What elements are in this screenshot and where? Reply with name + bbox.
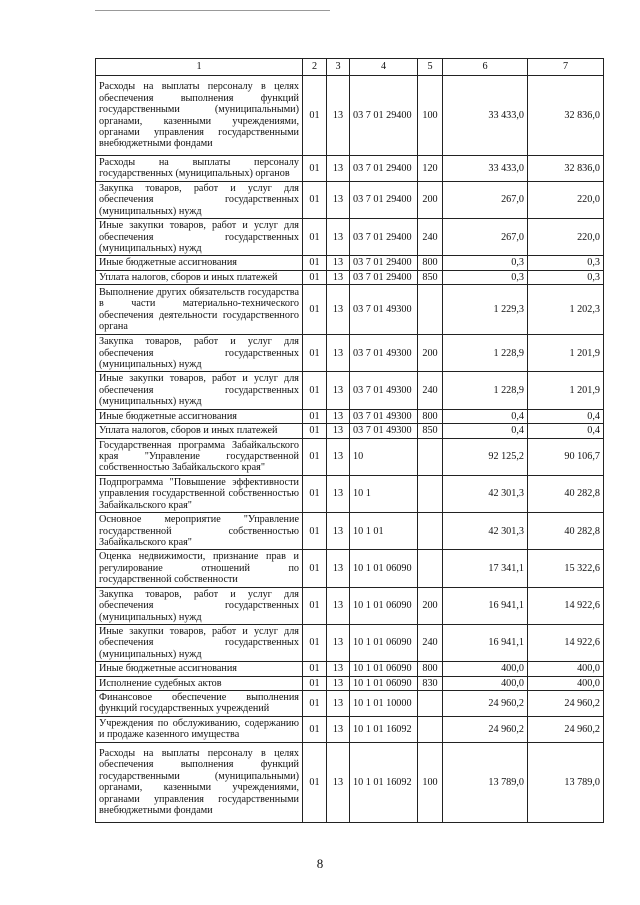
row-expense-type: 850 [418, 270, 443, 284]
table-row [96, 219, 604, 256]
table-row [96, 475, 604, 512]
row-name: Уплата налогов, сборов и иных платежей [96, 270, 303, 284]
row-name: Закупка товаров, работ и услуг для обеспечения государственных (муниципальных) нужд [96, 181, 303, 218]
row-section: 01 [303, 691, 327, 717]
row-sum-col6: 267,0 [443, 181, 528, 218]
table-row [96, 156, 604, 182]
row-section: 01 [303, 270, 327, 284]
row-name: Иные закупки товаров, работ и услуг для обеспечения государственных (муниципальных) нужд [96, 219, 303, 256]
row-target-article: 10 1 01 16092 [350, 716, 418, 742]
row-sum-col7: 220,0 [528, 181, 604, 218]
row-target-article: 03 7 01 49300 [350, 424, 418, 438]
row-expense-type [418, 285, 443, 335]
row-target-article: 03 7 01 29400 [350, 256, 418, 270]
row-sum-col7: 90 106,7 [528, 438, 604, 475]
row-sum-col7: 0,4 [528, 424, 604, 438]
table-row [96, 513, 604, 550]
row-expense-type: 200 [418, 335, 443, 372]
row-expense-type: 800 [418, 256, 443, 270]
row-target-article: 10 1 01 [350, 513, 418, 550]
row-subsection: 13 [327, 335, 350, 372]
row-expense-type: 240 [418, 624, 443, 661]
row-target-article: 03 7 01 29400 [350, 270, 418, 284]
table-row [96, 676, 604, 690]
row-target-article: 03 7 01 29400 [350, 181, 418, 218]
row-section: 01 [303, 662, 327, 676]
row-sum-col6: 13 789,0 [443, 742, 528, 822]
row-subsection: 13 [327, 156, 350, 182]
row-subsection: 13 [327, 676, 350, 690]
row-section: 01 [303, 424, 327, 438]
table-row [96, 587, 604, 624]
row-sum-col6: 1 229,3 [443, 285, 528, 335]
row-sum-col7: 400,0 [528, 676, 604, 690]
row-name: Финансовое обеспечение выполнения функций государственных учреждений [96, 691, 303, 717]
row-expense-type [418, 691, 443, 717]
row-name: Государственная программа Забайкальского края "Управление государственной собственностью Забайкальского края" [96, 438, 303, 475]
row-target-article: 10 [350, 438, 418, 475]
row-sum-col6: 0,3 [443, 270, 528, 284]
row-subsection: 13 [327, 219, 350, 256]
row-subsection: 13 [327, 181, 350, 218]
row-sum-col7: 0,4 [528, 409, 604, 423]
row-subsection: 13 [327, 513, 350, 550]
row-expense-type [418, 550, 443, 587]
row-sum-col7: 40 282,8 [528, 475, 604, 512]
row-section: 01 [303, 285, 327, 335]
row-target-article: 10 1 01 06090 [350, 587, 418, 624]
budget-table [95, 58, 604, 823]
row-name: Иные закупки товаров, работ и услуг для обеспечения государственных (муниципальных) нужд [96, 372, 303, 409]
header-col-2: 2 [303, 59, 327, 76]
row-section: 01 [303, 438, 327, 475]
header-col-5: 5 [418, 59, 443, 76]
row-sum-col6: 0,4 [443, 424, 528, 438]
row-target-article: 10 1 01 16092 [350, 742, 418, 822]
row-sum-col6: 16 941,1 [443, 624, 528, 661]
row-expense-type [418, 475, 443, 512]
row-sum-col7: 1 202,3 [528, 285, 604, 335]
row-name: Выполнение других обязательств государства в части материально-технического обеспечения деятельности государственного органа [96, 285, 303, 335]
table-row [96, 662, 604, 676]
row-name: Учреждения по обслуживанию, содержанию и продаже казенного имущества [96, 716, 303, 742]
table-row [96, 372, 604, 409]
row-sum-col7: 1 201,9 [528, 335, 604, 372]
table-row [96, 76, 604, 156]
row-sum-col7: 400,0 [528, 662, 604, 676]
row-expense-type: 120 [418, 156, 443, 182]
page-number: 8 [316, 856, 324, 871]
row-section: 01 [303, 475, 327, 512]
row-target-article: 10 1 01 06090 [350, 676, 418, 690]
row-section: 01 [303, 587, 327, 624]
table-row [96, 424, 604, 438]
row-subsection: 13 [327, 550, 350, 587]
row-section: 01 [303, 513, 327, 550]
row-target-article: 10 1 01 06090 [350, 550, 418, 587]
row-expense-type: 100 [418, 742, 443, 822]
row-sum-col7: 1 201,9 [528, 372, 604, 409]
row-name: Закупка товаров, работ и услуг для обеспечения государственных (муниципальных) нужд [96, 335, 303, 372]
row-sum-col7: 14 922,6 [528, 587, 604, 624]
row-sum-col7: 0,3 [528, 270, 604, 284]
row-section: 01 [303, 156, 327, 182]
header-col-7: 7 [528, 59, 604, 76]
row-expense-type: 200 [418, 587, 443, 624]
row-sum-col6: 33 433,0 [443, 76, 528, 156]
header-col-6: 6 [443, 59, 528, 76]
row-name: Основное мероприятие "Управление государственной собственностью Забайкальского края" [96, 513, 303, 550]
row-subsection: 13 [327, 409, 350, 423]
row-sum-col6: 92 125,2 [443, 438, 528, 475]
row-sum-col7: 24 960,2 [528, 691, 604, 717]
table-row [96, 256, 604, 270]
header-row [96, 59, 604, 76]
table-row [96, 335, 604, 372]
row-target-article: 10 1 01 10000 [350, 691, 418, 717]
header-col-1: 1 [96, 59, 303, 76]
row-subsection: 13 [327, 587, 350, 624]
row-sum-col6: 1 228,9 [443, 335, 528, 372]
row-name: Иные бюджетные ассигнования [96, 256, 303, 270]
row-name: Расходы на выплаты персоналу государственных (муниципальных) органов [96, 156, 303, 182]
table-row [96, 742, 604, 822]
row-target-article: 03 7 01 49300 [350, 409, 418, 423]
table-row [96, 691, 604, 717]
row-sum-col7: 220,0 [528, 219, 604, 256]
row-section: 01 [303, 256, 327, 270]
row-sum-col6: 0,3 [443, 256, 528, 270]
row-target-article: 10 1 [350, 475, 418, 512]
row-section: 01 [303, 335, 327, 372]
row-expense-type: 850 [418, 424, 443, 438]
row-section: 01 [303, 624, 327, 661]
row-section: 01 [303, 372, 327, 409]
row-sum-col7: 32 836,0 [528, 76, 604, 156]
row-section: 01 [303, 550, 327, 587]
table-row [96, 550, 604, 587]
header-col-3: 3 [327, 59, 350, 76]
row-sum-col6: 24 960,2 [443, 716, 528, 742]
row-sum-col7: 13 789,0 [528, 742, 604, 822]
row-sum-col6: 42 301,3 [443, 475, 528, 512]
row-section: 01 [303, 219, 327, 256]
table-row [96, 270, 604, 284]
row-subsection: 13 [327, 742, 350, 822]
row-sum-col6: 33 433,0 [443, 156, 528, 182]
row-subsection: 13 [327, 475, 350, 512]
row-name: Иные бюджетные ассигнования [96, 662, 303, 676]
row-section: 01 [303, 716, 327, 742]
row-target-article: 03 7 01 49300 [350, 285, 418, 335]
row-target-article: 03 7 01 49300 [350, 335, 418, 372]
top-rule [95, 10, 330, 11]
table-row [96, 716, 604, 742]
row-subsection: 13 [327, 372, 350, 409]
row-name: Иные бюджетные ассигнования [96, 409, 303, 423]
row-sum-col6: 1 228,9 [443, 372, 528, 409]
row-section: 01 [303, 181, 327, 218]
table-row [96, 409, 604, 423]
row-section: 01 [303, 409, 327, 423]
row-sum-col7: 24 960,2 [528, 716, 604, 742]
row-sum-col7: 15 322,6 [528, 550, 604, 587]
row-name: Расходы на выплаты персоналу в целях обеспечения выполнения функций государственными (муниципальными) органами, казенными учреждениями, органами управления государственными внебюджетными фондами [96, 76, 303, 156]
row-target-article: 03 7 01 49300 [350, 372, 418, 409]
row-subsection: 13 [327, 624, 350, 661]
row-target-article: 03 7 01 29400 [350, 219, 418, 256]
table-row [96, 624, 604, 661]
row-name: Закупка товаров, работ и услуг для обеспечения государственных (муниципальных) нужд [96, 587, 303, 624]
row-expense-type: 800 [418, 662, 443, 676]
row-name: Оценка недвижимости, признание прав и регулирование отношений по государственной собственности [96, 550, 303, 587]
row-subsection: 13 [327, 76, 350, 156]
row-target-article: 10 1 01 06090 [350, 624, 418, 661]
row-subsection: 13 [327, 662, 350, 676]
row-sum-col6: 267,0 [443, 219, 528, 256]
row-target-article: 03 7 01 29400 [350, 76, 418, 156]
row-section: 01 [303, 76, 327, 156]
row-sum-col7: 32 836,0 [528, 156, 604, 182]
row-subsection: 13 [327, 691, 350, 717]
row-name: Расходы на выплаты персоналу в целях обеспечения выполнения функций государственными (муниципальными) органами, казенными учреждениями, органами управления государственными внебюджетными фондами [96, 742, 303, 822]
row-sum-col6: 24 960,2 [443, 691, 528, 717]
row-name: Уплата налогов, сборов и иных платежей [96, 424, 303, 438]
row-sum-col6: 400,0 [443, 662, 528, 676]
row-name: Подпрограмма "Повышение эффективности управления государственной собственностью Забайкальского края" [96, 475, 303, 512]
row-subsection: 13 [327, 256, 350, 270]
table-row [96, 285, 604, 335]
table-row [96, 438, 604, 475]
row-sum-col6: 400,0 [443, 676, 528, 690]
row-target-article: 03 7 01 29400 [350, 156, 418, 182]
row-subsection: 13 [327, 285, 350, 335]
row-subsection: 13 [327, 424, 350, 438]
row-sum-col6: 0,4 [443, 409, 528, 423]
row-target-article: 10 1 01 06090 [350, 662, 418, 676]
row-subsection: 13 [327, 270, 350, 284]
row-expense-type: 800 [418, 409, 443, 423]
row-expense-type: 240 [418, 372, 443, 409]
row-expense-type [418, 438, 443, 475]
row-expense-type: 240 [418, 219, 443, 256]
row-expense-type: 200 [418, 181, 443, 218]
row-section: 01 [303, 742, 327, 822]
row-sum-col7: 40 282,8 [528, 513, 604, 550]
row-expense-type [418, 716, 443, 742]
row-expense-type [418, 513, 443, 550]
row-subsection: 13 [327, 438, 350, 475]
row-section: 01 [303, 676, 327, 690]
row-sum-col6: 16 941,1 [443, 587, 528, 624]
row-expense-type: 830 [418, 676, 443, 690]
table-row [96, 181, 604, 218]
row-sum-col7: 14 922,6 [528, 624, 604, 661]
row-sum-col6: 17 341,1 [443, 550, 528, 587]
row-expense-type: 100 [418, 76, 443, 156]
row-subsection: 13 [327, 716, 350, 742]
row-sum-col7: 0,3 [528, 256, 604, 270]
row-name: Иные закупки товаров, работ и услуг для обеспечения государственных (муниципальных) нужд [96, 624, 303, 661]
row-sum-col6: 42 301,3 [443, 513, 528, 550]
header-col-4: 4 [350, 59, 418, 76]
row-name: Исполнение судебных актов [96, 676, 303, 690]
